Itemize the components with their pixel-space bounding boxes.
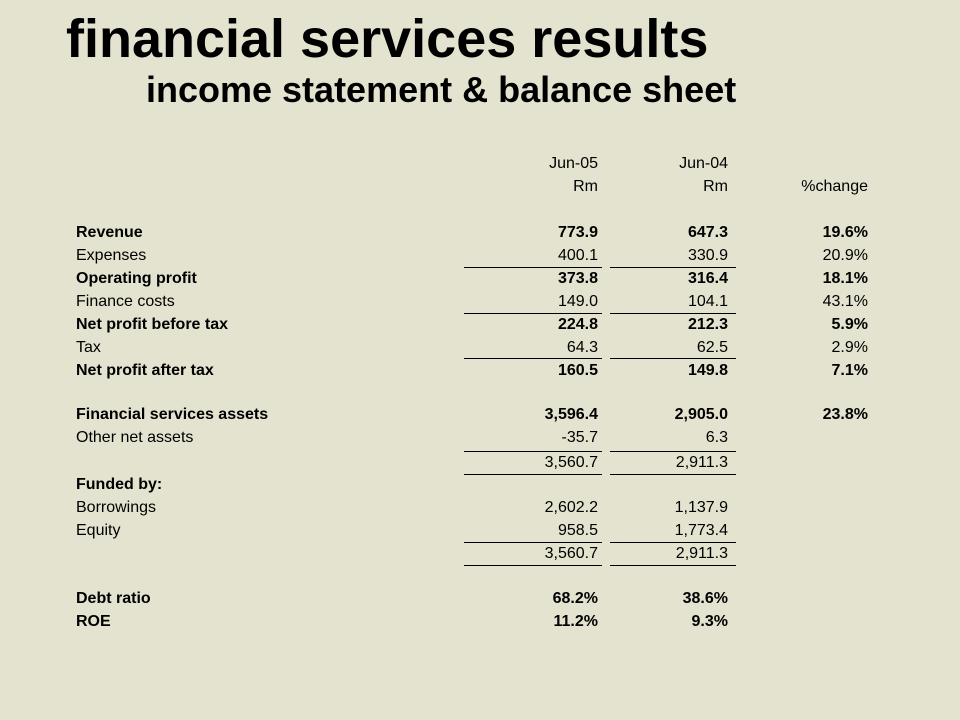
- row-value-jun05: 373.8: [557, 270, 598, 287]
- row-label: Net profit before tax: [76, 316, 229, 333]
- row-value-jun04: 2,905.0: [674, 406, 728, 423]
- header-col1-unit: Rm: [573, 178, 598, 195]
- row-value-jun05: 3,560.7: [544, 454, 598, 471]
- row-value-jun05: 3,596.4: [544, 406, 598, 423]
- rule-funded-subtotal-bottom-col1: [464, 565, 602, 566]
- rule-npat-col1: [464, 358, 602, 359]
- rule-funded-subtotal-bottom-col2: [610, 565, 736, 566]
- header-col2-unit: Rm: [703, 178, 728, 195]
- row-label: Expenses: [76, 247, 147, 264]
- row-value-change: 5.9%: [831, 316, 868, 333]
- row-label: Revenue: [76, 224, 143, 241]
- row-value-jun05: 773.9: [557, 224, 598, 241]
- rule-npat-col2: [610, 358, 736, 359]
- rule-operating-col1: [464, 267, 602, 268]
- row-label: Funded by:: [76, 476, 163, 493]
- row-value-jun05: -35.7: [561, 429, 598, 446]
- row-value-jun05: 64.3: [566, 339, 598, 356]
- row-value-jun04: 212.3: [687, 316, 728, 333]
- row-value-jun05: 958.5: [557, 522, 598, 539]
- row-label: Equity: [76, 522, 121, 539]
- rule-npbt-col2: [610, 313, 736, 314]
- row-label: Finance costs: [76, 293, 175, 310]
- row-label: Other net assets: [76, 429, 194, 446]
- row-value-jun04: 62.5: [696, 339, 728, 356]
- rule-funded-subtotal-top-col2: [610, 542, 736, 543]
- page-title: financial services results: [66, 9, 709, 69]
- header-col1-period: Jun-05: [549, 155, 598, 172]
- header-col3-change: %change: [801, 178, 868, 195]
- rule-assets-subtotal-bottom-col2: [610, 474, 736, 475]
- row-label: Financial services assets: [76, 406, 269, 423]
- row-value-jun04: 149.8: [687, 362, 728, 379]
- page-subtitle: income statement & balance sheet: [146, 69, 737, 110]
- header-col2-period: Jun-04: [679, 155, 728, 172]
- row-value-jun05: 160.5: [557, 362, 598, 379]
- row-value-jun05: 11.2%: [553, 613, 598, 630]
- rule-npbt-col1: [464, 313, 602, 314]
- row-label: Operating profit: [76, 270, 197, 287]
- row-label: ROE: [76, 613, 111, 630]
- row-value-jun04: 316.4: [687, 270, 728, 287]
- row-value-jun04: 2,911.3: [675, 454, 728, 471]
- rule-assets-subtotal-bottom-col1: [464, 474, 602, 475]
- row-value-jun05: 400.1: [557, 247, 598, 264]
- row-value-jun04: 2,911.3: [675, 545, 728, 562]
- row-label: Borrowings: [76, 499, 157, 516]
- row-label: Tax: [76, 339, 101, 356]
- row-value-jun05: 224.8: [557, 316, 598, 333]
- rule-funded-subtotal-top-col1: [464, 542, 602, 543]
- row-value-change: 2.9%: [831, 339, 868, 356]
- row-value-change: 23.8%: [822, 406, 868, 423]
- row-value-jun04: 1,137.9: [674, 499, 728, 516]
- rule-assets-subtotal-top-col1: [464, 451, 602, 452]
- row-label: Debt ratio: [76, 590, 151, 607]
- row-label: Net profit after tax: [76, 362, 214, 379]
- row-value-jun04: 647.3: [687, 224, 728, 241]
- row-value-jun05: 149.0: [557, 293, 598, 310]
- row-value-jun04: 1,773.4: [674, 522, 728, 539]
- row-value-jun04: 9.3%: [691, 613, 728, 630]
- row-value-jun04: 6.3: [705, 429, 728, 446]
- rule-operating-col2: [610, 267, 736, 268]
- row-value-change: 7.1%: [831, 362, 868, 379]
- row-value-jun05: 3,560.7: [544, 545, 598, 562]
- row-value-change: 20.9%: [822, 247, 868, 264]
- row-value-change: 18.1%: [822, 270, 868, 287]
- row-value-jun04: 330.9: [687, 247, 728, 264]
- row-value-change: 43.1%: [822, 293, 868, 310]
- row-value-jun04: 38.6%: [682, 590, 728, 607]
- row-value-jun04: 104.1: [687, 293, 728, 310]
- rule-assets-subtotal-top-col2: [610, 451, 736, 452]
- row-value-jun05: 68.2%: [552, 590, 598, 607]
- row-value-jun05: 2,602.2: [544, 499, 598, 516]
- row-value-change: 19.6%: [822, 224, 868, 241]
